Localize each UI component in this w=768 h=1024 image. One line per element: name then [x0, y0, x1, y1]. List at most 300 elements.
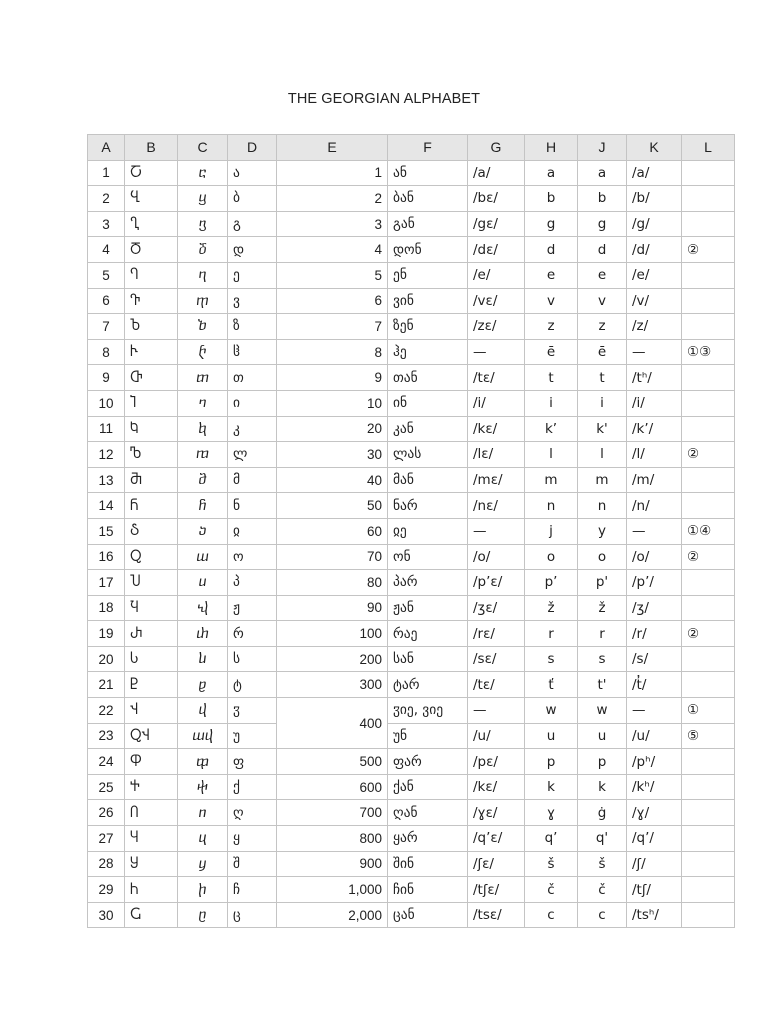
cell-h: č: [525, 877, 578, 903]
cell-g: —: [468, 339, 525, 365]
cell-c: ⴂ: [178, 211, 228, 237]
cell-b: Ⴕ: [125, 774, 178, 800]
cell-d: ჩ: [228, 877, 277, 903]
table-row: [88, 646, 735, 672]
cell-a: 29: [88, 877, 125, 903]
cell-d: პ: [228, 570, 277, 596]
column-header-b: B: [125, 135, 178, 161]
cell-b: Ⴙ: [125, 877, 178, 903]
cell-j: v: [578, 288, 627, 314]
cell-j: p: [578, 749, 627, 775]
cell-f: სან: [388, 646, 468, 672]
table-row: [88, 800, 735, 826]
cell-h: ž: [525, 595, 578, 621]
cell-a: 23: [88, 723, 125, 749]
cell-a: 16: [88, 544, 125, 570]
cell-g: /tsɛ/: [468, 902, 525, 928]
cell-b: Ⴊ: [125, 442, 178, 468]
cell-a: 5: [88, 262, 125, 288]
cell-l: ①③: [682, 339, 735, 365]
table-body: [88, 160, 735, 928]
cell-l: [682, 467, 735, 493]
cell-e: 800: [277, 826, 388, 852]
table-row: [88, 339, 735, 365]
cell-d: ფ: [228, 749, 277, 775]
table-row: [88, 160, 735, 186]
cell-j: m: [578, 467, 627, 493]
table-row: [88, 186, 735, 212]
cell-b: Ⴗ: [125, 826, 178, 852]
cell-k: /v/: [627, 288, 682, 314]
cell-f: ვინ: [388, 288, 468, 314]
cell-k: /q’/: [627, 826, 682, 852]
table-row: [88, 211, 735, 237]
cell-h: r: [525, 621, 578, 647]
cell-a: 8: [88, 339, 125, 365]
cell-c: ⴘ: [178, 851, 228, 877]
cell-g: /tɛ/: [468, 365, 525, 391]
cell-b: Ⴋ: [125, 467, 178, 493]
cell-e: 30: [277, 442, 388, 468]
cell-j: e: [578, 262, 627, 288]
cell-e: 60: [277, 518, 388, 544]
cell-b: Ⴒ: [125, 672, 178, 698]
cell-l: [682, 570, 735, 596]
cell-c: ⴅ: [178, 288, 228, 314]
column-header-a: A: [88, 135, 125, 161]
cell-j: t': [578, 672, 627, 698]
cell-l: ①: [682, 698, 735, 724]
cell-c: ⴋ: [178, 467, 228, 493]
cell-j: b: [578, 186, 627, 212]
cell-j: ž: [578, 595, 627, 621]
cell-g: /lɛ/: [468, 442, 525, 468]
cell-a: 2: [88, 186, 125, 212]
table-row: [88, 288, 735, 314]
cell-c: ⴐ: [178, 621, 228, 647]
cell-l: [682, 826, 735, 852]
table-row: [88, 416, 735, 442]
table-row: [88, 570, 735, 596]
cell-f: ენ: [388, 262, 468, 288]
cell-h: b: [525, 186, 578, 212]
table-row: [88, 851, 735, 877]
cell-d: მ: [228, 467, 277, 493]
table-row: [88, 262, 735, 288]
table-row: [88, 672, 735, 698]
cell-l: [682, 749, 735, 775]
cell-g: /ɣɛ/: [468, 800, 525, 826]
cell-e: 8: [277, 339, 388, 365]
cell-l: ⑤: [682, 723, 735, 749]
cell-f: ჩინ: [388, 877, 468, 903]
cell-f: გან: [388, 211, 468, 237]
cell-j: n: [578, 493, 627, 519]
cell-b: Ⴍ: [125, 544, 178, 570]
cell-k: —: [627, 339, 682, 365]
cell-c: ⴡ: [178, 339, 228, 365]
cell-b: Ⴢ: [125, 518, 178, 544]
cell-g: —: [468, 698, 525, 724]
cell-a: 17: [88, 570, 125, 596]
cell-h: d: [525, 237, 578, 263]
cell-j: o: [578, 544, 627, 570]
cell-e: 1: [277, 160, 388, 186]
cell-c: ⴆ: [178, 314, 228, 340]
cell-d: ე: [228, 262, 277, 288]
cell-h: s: [525, 646, 578, 672]
cell-l: [682, 493, 735, 519]
cell-e: 900: [277, 851, 388, 877]
cell-b: ႭჃ: [125, 723, 178, 749]
cell-b: Ⴡ: [125, 339, 178, 365]
cell-k: /e/: [627, 262, 682, 288]
cell-e: 90: [277, 595, 388, 621]
header-row: [88, 135, 735, 161]
cell-d: ჟ: [228, 595, 277, 621]
cell-f: ან: [388, 160, 468, 186]
cell-a: 14: [88, 493, 125, 519]
table-header: [88, 135, 735, 161]
cell-a: 26: [88, 800, 125, 826]
cell-l: [682, 646, 735, 672]
cell-a: 30: [88, 902, 125, 928]
page-title: THE GEORGIAN ALPHABET: [287, 91, 481, 107]
cell-a: 10: [88, 390, 125, 416]
cell-l: [682, 160, 735, 186]
cell-g: —: [468, 518, 525, 544]
cell-k: /kʰ/: [627, 774, 682, 800]
cell-d: ი: [228, 390, 277, 416]
cell-j: š: [578, 851, 627, 877]
cell-b: Ⴑ: [125, 646, 178, 672]
cell-j: l: [578, 442, 627, 468]
cell-b: Ⴔ: [125, 749, 178, 775]
cell-f: ფარ: [388, 749, 468, 775]
cell-k: /o/: [627, 544, 682, 570]
cell-d: გ: [228, 211, 277, 237]
cell-b: Ⴚ: [125, 902, 178, 928]
table-row: [88, 390, 735, 416]
cell-j: z: [578, 314, 627, 340]
cell-d: ს: [228, 646, 277, 672]
cell-a: 27: [88, 826, 125, 852]
cell-d: თ: [228, 365, 277, 391]
cell-f: ტარ: [388, 672, 468, 698]
cell-l: [682, 595, 735, 621]
cell-c: ⴉ: [178, 416, 228, 442]
cell-k: /r/: [627, 621, 682, 647]
cell-l: [682, 672, 735, 698]
cell-e: 3: [277, 211, 388, 237]
cell-h: š: [525, 851, 578, 877]
cell-e: 2: [277, 186, 388, 212]
cell-g: /nɛ/: [468, 493, 525, 519]
cell-b: Ⴀ: [125, 160, 178, 186]
cell-j: k': [578, 416, 627, 442]
cell-c: ⴙ: [178, 877, 228, 903]
cell-c: ⴎ: [178, 570, 228, 596]
cell-a: 18: [88, 595, 125, 621]
cell-k: /tʃ/: [627, 877, 682, 903]
cell-c: ⴔ: [178, 749, 228, 775]
cell-f: ლას: [388, 442, 468, 468]
cell-j: t: [578, 365, 627, 391]
column-header-h: H: [525, 135, 578, 161]
cell-c: ⴊ: [178, 442, 228, 468]
cell-h: v: [525, 288, 578, 314]
column-header-k: K: [627, 135, 682, 161]
cell-l: [682, 774, 735, 800]
cell-k: /tʰ/: [627, 365, 682, 391]
cell-l: [682, 877, 735, 903]
table-row: [88, 826, 735, 852]
cell-c: ⴀ: [178, 160, 228, 186]
cell-e: 40: [277, 467, 388, 493]
cell-b: Ⴐ: [125, 621, 178, 647]
cell-c: ⴗ: [178, 826, 228, 852]
cell-g: /gɛ/: [468, 211, 525, 237]
cell-e: 9: [277, 365, 388, 391]
cell-e: 700: [277, 800, 388, 826]
cell-c: ⴣ: [178, 698, 228, 724]
cell-b: Ⴌ: [125, 493, 178, 519]
cell-b: Ⴄ: [125, 262, 178, 288]
cell-c: ⴕ: [178, 774, 228, 800]
cell-j: i: [578, 390, 627, 416]
cell-d: შ: [228, 851, 277, 877]
cell-e: 5: [277, 262, 388, 288]
cell-g: /sɛ/: [468, 646, 525, 672]
cell-e: 50: [277, 493, 388, 519]
cell-e: 100: [277, 621, 388, 647]
cell-h: o: [525, 544, 578, 570]
cell-f: ჳიე, ვიე: [388, 698, 468, 724]
cell-h: ē: [525, 339, 578, 365]
cell-d: ჱ: [228, 339, 277, 365]
column-header-d: D: [228, 135, 277, 161]
cell-g: /e/: [468, 262, 525, 288]
cell-h: g: [525, 211, 578, 237]
cell-l: [682, 416, 735, 442]
cell-j: s: [578, 646, 627, 672]
cell-h: ť: [525, 672, 578, 698]
table-row: [88, 877, 735, 903]
cell-e: 200: [277, 646, 388, 672]
table-row: [88, 314, 735, 340]
cell-c: ⴏ: [178, 595, 228, 621]
cell-h: m: [525, 467, 578, 493]
cell-l: [682, 186, 735, 212]
cell-k: /tsʰ/: [627, 902, 682, 928]
cell-k: /k’/: [627, 416, 682, 442]
cell-f: კან: [388, 416, 468, 442]
cell-a: 13: [88, 467, 125, 493]
table-row: [88, 723, 735, 749]
cell-g: /bɛ/: [468, 186, 525, 212]
cell-g: /u/: [468, 723, 525, 749]
cell-a: 19: [88, 621, 125, 647]
cell-j: r: [578, 621, 627, 647]
cell-a: 7: [88, 314, 125, 340]
cell-k: /ʃ/: [627, 851, 682, 877]
cell-h: z: [525, 314, 578, 340]
cell-g: /ʒɛ/: [468, 595, 525, 621]
cell-e: 4: [277, 237, 388, 263]
cell-b: Ⴅ: [125, 288, 178, 314]
cell-h: e: [525, 262, 578, 288]
column-header-e: E: [277, 135, 388, 161]
cell-b: Ⴘ: [125, 851, 178, 877]
cell-j: c: [578, 902, 627, 928]
cell-d: ო: [228, 544, 277, 570]
cell-e: 80: [277, 570, 388, 596]
cell-e: 10: [277, 390, 388, 416]
cell-k: /b/: [627, 186, 682, 212]
cell-c: ⴚ: [178, 902, 228, 928]
cell-a: 22: [88, 698, 125, 724]
cell-e: 2,000: [277, 902, 388, 928]
cell-c: ⴌ: [178, 493, 228, 519]
table-row: [88, 442, 735, 468]
cell-b: Ⴆ: [125, 314, 178, 340]
table-row: [88, 774, 735, 800]
cell-l: ②: [682, 442, 735, 468]
cell-f: დონ: [388, 237, 468, 263]
cell-f: მან: [388, 467, 468, 493]
cell-d: რ: [228, 621, 277, 647]
cell-l: [682, 288, 735, 314]
cell-d: ა: [228, 160, 277, 186]
table-row: [88, 595, 735, 621]
cell-g: /i/: [468, 390, 525, 416]
cell-f: ნარ: [388, 493, 468, 519]
cell-b: Ⴃ: [125, 237, 178, 263]
cell-g: /kɛ/: [468, 774, 525, 800]
cell-e: 70: [277, 544, 388, 570]
cell-f: ზენ: [388, 314, 468, 340]
cell-j: a: [578, 160, 627, 186]
cell-k: /m/: [627, 467, 682, 493]
table-row: [88, 467, 735, 493]
cell-h: i: [525, 390, 578, 416]
cell-k: /s/: [627, 646, 682, 672]
cell-b: Ⴏ: [125, 595, 178, 621]
cell-f: ბან: [388, 186, 468, 212]
column-header-g: G: [468, 135, 525, 161]
cell-g: /dɛ/: [468, 237, 525, 263]
cell-k: /n/: [627, 493, 682, 519]
cell-c: ⴍ: [178, 544, 228, 570]
cell-d: ტ: [228, 672, 277, 698]
cell-j: w: [578, 698, 627, 724]
cell-k: /t̓/: [627, 672, 682, 698]
cell-g: /p’ɛ/: [468, 570, 525, 596]
cell-k: /i/: [627, 390, 682, 416]
cell-h: j: [525, 518, 578, 544]
cell-l: [682, 800, 735, 826]
cell-f: პარ: [388, 570, 468, 596]
table-row: [88, 621, 735, 647]
cell-c: ⴁ: [178, 186, 228, 212]
cell-l: [682, 851, 735, 877]
cell-k: —: [627, 698, 682, 724]
cell-c: ⴄ: [178, 262, 228, 288]
cell-k: /z/: [627, 314, 682, 340]
cell-e: 20: [277, 416, 388, 442]
cell-g: /rɛ/: [468, 621, 525, 647]
cell-b: Ⴎ: [125, 570, 178, 596]
cell-d: ყ: [228, 826, 277, 852]
cell-j: k: [578, 774, 627, 800]
cell-d: დ: [228, 237, 277, 263]
cell-e: 400: [277, 698, 388, 749]
cell-k: /pʰ/: [627, 749, 682, 775]
cell-e: 6: [277, 288, 388, 314]
cell-k: /g/: [627, 211, 682, 237]
cell-c: ⴑ: [178, 646, 228, 672]
cell-l: ②: [682, 621, 735, 647]
cell-f: ჰე: [388, 339, 468, 365]
cell-d: ნ: [228, 493, 277, 519]
cell-h: c: [525, 902, 578, 928]
cell-h: k: [525, 774, 578, 800]
cell-c: ⴇ: [178, 365, 228, 391]
cell-d: ც: [228, 902, 277, 928]
table-row: [88, 237, 735, 263]
cell-g: /o/: [468, 544, 525, 570]
table-row: [88, 544, 735, 570]
table-row: [88, 518, 735, 544]
cell-k: /ʒ/: [627, 595, 682, 621]
cell-k: /l/: [627, 442, 682, 468]
cell-h: k’: [525, 416, 578, 442]
cell-l: ②: [682, 237, 735, 263]
cell-a: 1: [88, 160, 125, 186]
cell-j: u: [578, 723, 627, 749]
cell-j: ē: [578, 339, 627, 365]
cell-f: რაე: [388, 621, 468, 647]
cell-h: l: [525, 442, 578, 468]
cell-h: p: [525, 749, 578, 775]
cell-b: Ⴁ: [125, 186, 178, 212]
cell-b: Ⴈ: [125, 390, 178, 416]
cell-k: /p’/: [627, 570, 682, 596]
cell-a: 6: [88, 288, 125, 314]
cell-g: /a/: [468, 160, 525, 186]
cell-f: ონ: [388, 544, 468, 570]
cell-k: /d/: [627, 237, 682, 263]
cell-h: p’: [525, 570, 578, 596]
cell-l: [682, 262, 735, 288]
cell-g: /q’ɛ/: [468, 826, 525, 852]
table-row: [88, 698, 735, 724]
cell-a: 3: [88, 211, 125, 237]
cell-k: /a/: [627, 160, 682, 186]
table-row: [88, 902, 735, 928]
cell-h: a: [525, 160, 578, 186]
cell-k: /ɣ/: [627, 800, 682, 826]
alphabet-table: [87, 134, 735, 928]
cell-c: ⴒ: [178, 672, 228, 698]
cell-c: ⴃ: [178, 237, 228, 263]
cell-g: /tɛ/: [468, 672, 525, 698]
cell-c: ⴖ: [178, 800, 228, 826]
cell-j: č: [578, 877, 627, 903]
cell-j: p': [578, 570, 627, 596]
cell-l: ②: [682, 544, 735, 570]
cell-e: 500: [277, 749, 388, 775]
